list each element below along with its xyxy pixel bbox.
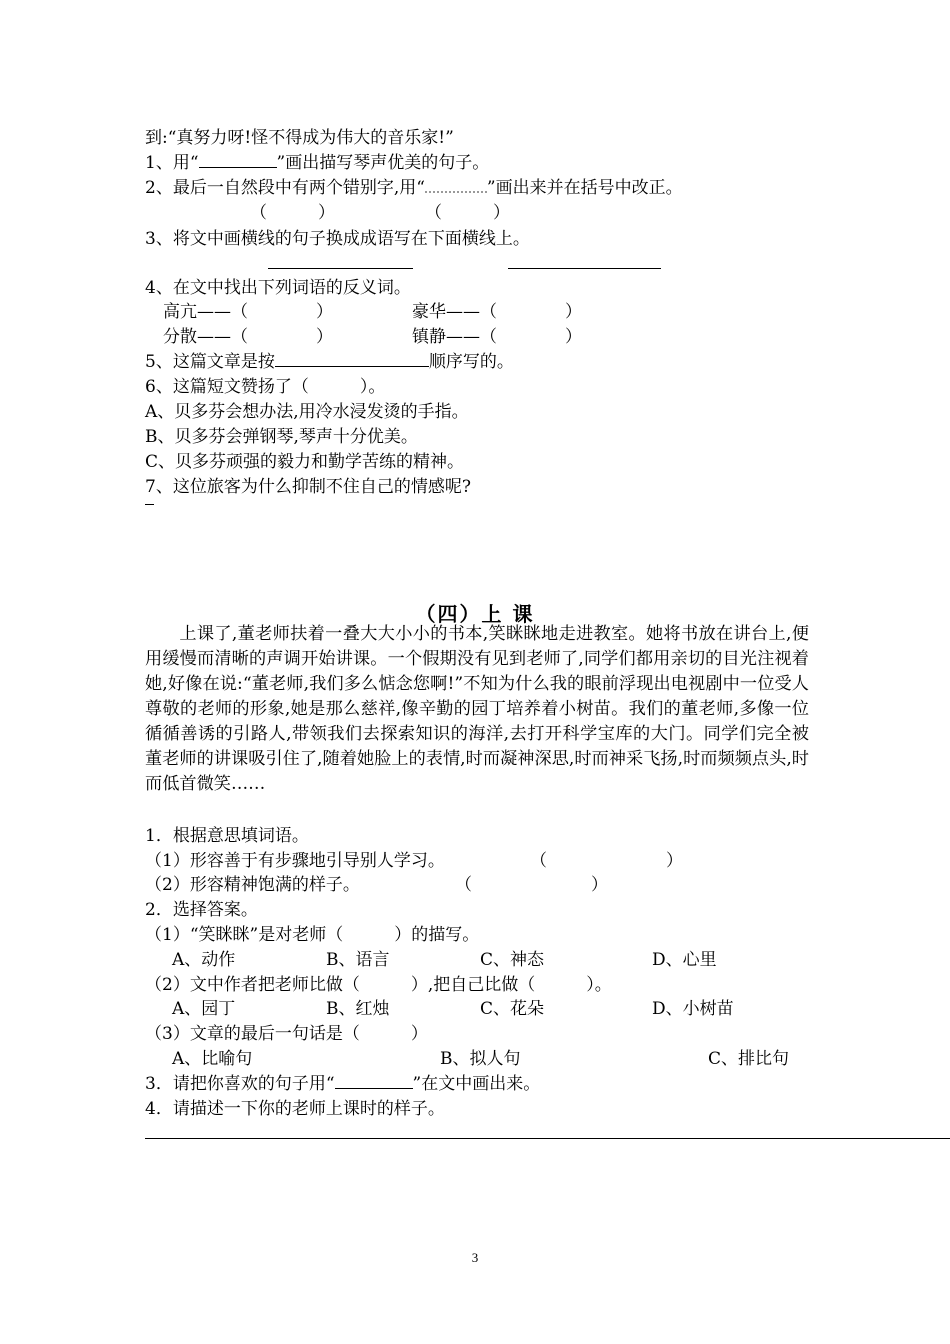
- answer-line[interactable]: [145, 1138, 950, 1139]
- p4-q1-item-1-answer[interactable]: （ ）: [530, 851, 683, 871]
- q4-pair-1[interactable]: 高亢——（ ）: [163, 302, 333, 322]
- p4-q3-suffix: ”在文中画出来。: [412, 1074, 541, 1094]
- question-5: [145, 351, 514, 373]
- q5-answer-blank[interactable]: [275, 352, 429, 367]
- passage-text: 上课了,董老师扶着一叠大大小小的书本,笑眯眯地走进教室。她将书放在讲台上,便用缓慢而清晰的声调开始讲课。一个假期没有见到老师了,同学们都用亲切的目光注视着她,好像在说:“董老师,我们多么惦念您啊!”不知为什么我的眼前浮现出电视剧中一位受人尊敬的老师的形象,她是那么慈祥,像辛勤的园丁培养着小树苗。我们的董老师,多像一位循循善诱的引路人,带领我们去探索知识的海洋,去打开科学宝库的大门。同学们完全被董老师的讲课吸引住了,随着她脸上的表情,时而凝神深思,时而神采飞扬,时而频频点头,时而低首微笑……: [145, 624, 809, 794]
- underline-sample: [335, 1074, 413, 1089]
- p4-question-3: [145, 1073, 540, 1095]
- q3-answer-blank-2[interactable]: [508, 267, 661, 269]
- q6-option-c[interactable]: C、贝多芬顽强的毅力和勤学苦练的精神。: [145, 452, 465, 472]
- q4-pair-3[interactable]: 分散——（ ）: [163, 327, 333, 347]
- q2-prefix: 2、最后一自然段中有两个错别字,用“: [145, 178, 425, 198]
- wavy-line-sample: [425, 177, 487, 193]
- section-title: （四）上 课: [415, 602, 535, 626]
- q5-prefix: 5、这篇文章是按: [145, 352, 275, 372]
- p4-q2-1-option-b[interactable]: B、语言: [326, 950, 390, 970]
- page-number: 3: [471, 1250, 479, 1265]
- q6-option-b[interactable]: B、贝多芬会弹钢琴,琴声十分优美。: [145, 427, 418, 447]
- p4-q2-2-option-c[interactable]: C、花朵: [480, 999, 545, 1019]
- p4-q2-item-1: （1）“笑眯眯”是对老师（ ）的描写。: [145, 925, 480, 945]
- p4-q2-item-3: （3）文章的最后一句话是（ ）: [145, 1024, 428, 1044]
- p4-q2-3-option-c[interactable]: C、排比句: [708, 1049, 790, 1069]
- intro-line: 到:“真努力呀!怪不得成为伟大的音乐家!”: [145, 128, 454, 148]
- p4-q2-item-2: （2）文中作者把老师比做（ ）,把自己比做（ ）。: [145, 975, 612, 995]
- text-cursor: [145, 504, 154, 505]
- p4-q1-item-2-answer[interactable]: （ ）: [455, 875, 608, 895]
- p4-q2-1-option-a[interactable]: A、动作: [172, 950, 236, 970]
- q4-pair-2[interactable]: 豪华——（ ）: [412, 302, 582, 322]
- q1-suffix: ”画出描写琴声优美的句子。: [276, 153, 490, 173]
- q1-prefix: 1、用“: [145, 153, 199, 173]
- p4-q2-1-option-d[interactable]: D、心里: [652, 950, 717, 970]
- q2-answer-paren-2[interactable]: （ ）: [425, 203, 510, 223]
- question-1: [145, 152, 489, 174]
- p4-question-1: 1．根据意思填词语。: [145, 826, 309, 846]
- p4-q2-3-option-b[interactable]: B、拟人句: [440, 1049, 521, 1069]
- q5-suffix: 顺序写的。: [428, 352, 514, 372]
- p4-q1-item-2: （2）形容精神饱满的样子。: [145, 875, 360, 895]
- q2-answer-paren-1[interactable]: （ ）: [250, 203, 335, 223]
- p4-q2-3-option-a[interactable]: A、比喻句: [172, 1049, 253, 1069]
- question-7: 7、这位旅客为什么抑制不住自己的情感呢?: [145, 477, 471, 497]
- p4-q2-2-option-a[interactable]: A、园丁: [172, 999, 236, 1019]
- question-6: 6、这篇短文赞扬了（ ）。: [145, 377, 386, 397]
- question-2: [145, 177, 683, 199]
- p4-q2-2-option-b[interactable]: B、红烛: [326, 999, 390, 1019]
- p4-question-4: 4．请描述一下你的老师上课时的样子。: [145, 1099, 445, 1119]
- p4-q2-1-option-c[interactable]: C、神态: [480, 950, 545, 970]
- passage: [145, 622, 809, 797]
- question-3: 3、将文中画横线的句子换成成语写在下面横线上。: [145, 229, 530, 249]
- q3-answer-blank-1[interactable]: [268, 267, 413, 269]
- p4-question-2: 2．选择答案。: [145, 900, 258, 920]
- underline-sample: [199, 153, 277, 168]
- p4-q1-item-1: （1）形容善于有步骤地引导别人学习。: [145, 851, 445, 871]
- p4-q3-prefix: 3．请把你喜欢的句子用“: [145, 1074, 335, 1094]
- question-4: 4、在文中找出下列词语的反义词。: [145, 278, 411, 298]
- q4-pair-4[interactable]: 镇静——（ ）: [412, 327, 582, 347]
- q6-option-a[interactable]: A、贝多芬会想办法,用冷水浸发烫的手指。: [145, 402, 469, 422]
- p4-q2-2-option-d[interactable]: D、小树苗: [652, 999, 734, 1019]
- q2-suffix: ”画出来并在括号中改正。: [486, 178, 683, 198]
